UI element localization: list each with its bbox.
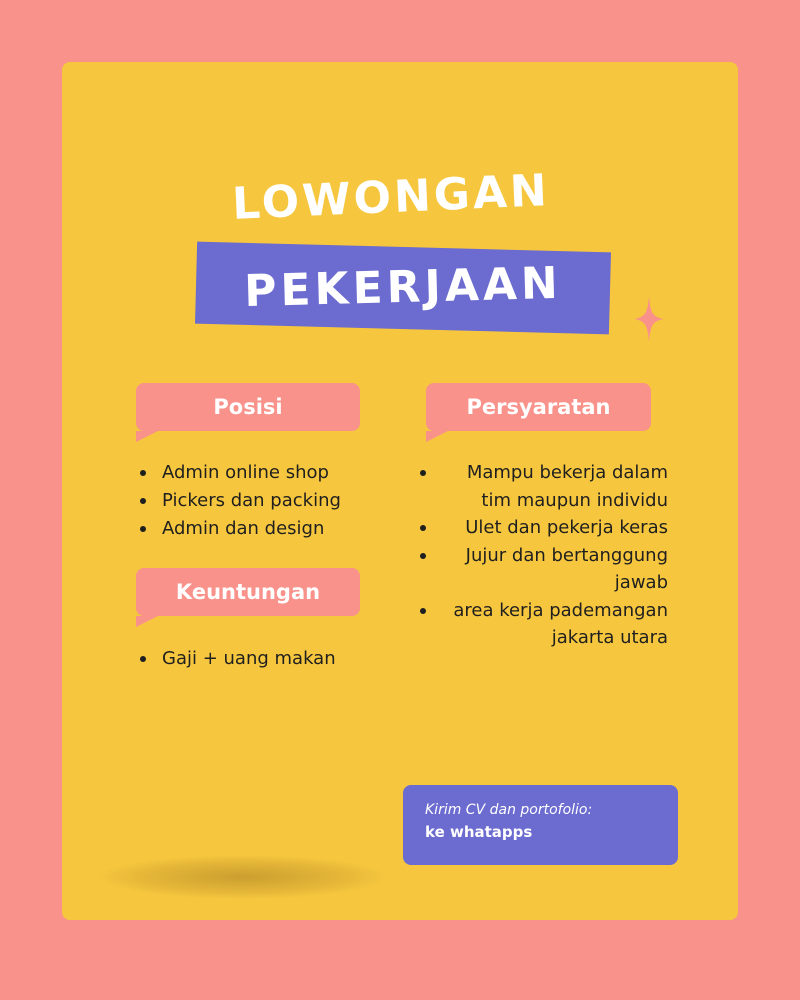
- keuntungan-heading-bubble: [136, 568, 360, 616]
- persyaratan-heading-bubble: [426, 383, 651, 431]
- list-item: area kerja pademangan jakarta utara: [416, 597, 668, 652]
- list-item: Pickers dan packing: [136, 487, 376, 515]
- list-item: Admin dan design: [136, 515, 376, 543]
- keuntungan-heading: Keuntungan: [175, 580, 321, 604]
- title-lowongan: LOWONGAN: [231, 165, 551, 230]
- posisi-list: [136, 459, 376, 543]
- contact-method: ke whatapps: [425, 823, 533, 841]
- sparkle-icon: [634, 296, 664, 342]
- list-item: Mampu bekerja dalam tim maupun individu: [416, 459, 668, 514]
- contact-box: [403, 785, 678, 865]
- contact-instruction: Kirim CV dan portofolio:: [425, 802, 593, 818]
- list-item: Gaji + uang makan: [136, 645, 376, 673]
- list-item: Admin online shop: [136, 459, 376, 487]
- title-pekerjaan: PEKERJAAN: [243, 257, 563, 318]
- posisi-heading-bubble: [136, 383, 360, 431]
- keuntungan-list: [136, 645, 376, 673]
- persyaratan-heading: Persyaratan: [466, 395, 611, 419]
- list-item: Jujur dan bertanggung jawab: [416, 542, 668, 597]
- list-item: Ulet dan pekerja keras: [416, 514, 668, 542]
- decorative-shadow: [98, 855, 388, 899]
- persyaratan-list: [416, 459, 668, 652]
- posisi-heading: Posisi: [213, 395, 283, 419]
